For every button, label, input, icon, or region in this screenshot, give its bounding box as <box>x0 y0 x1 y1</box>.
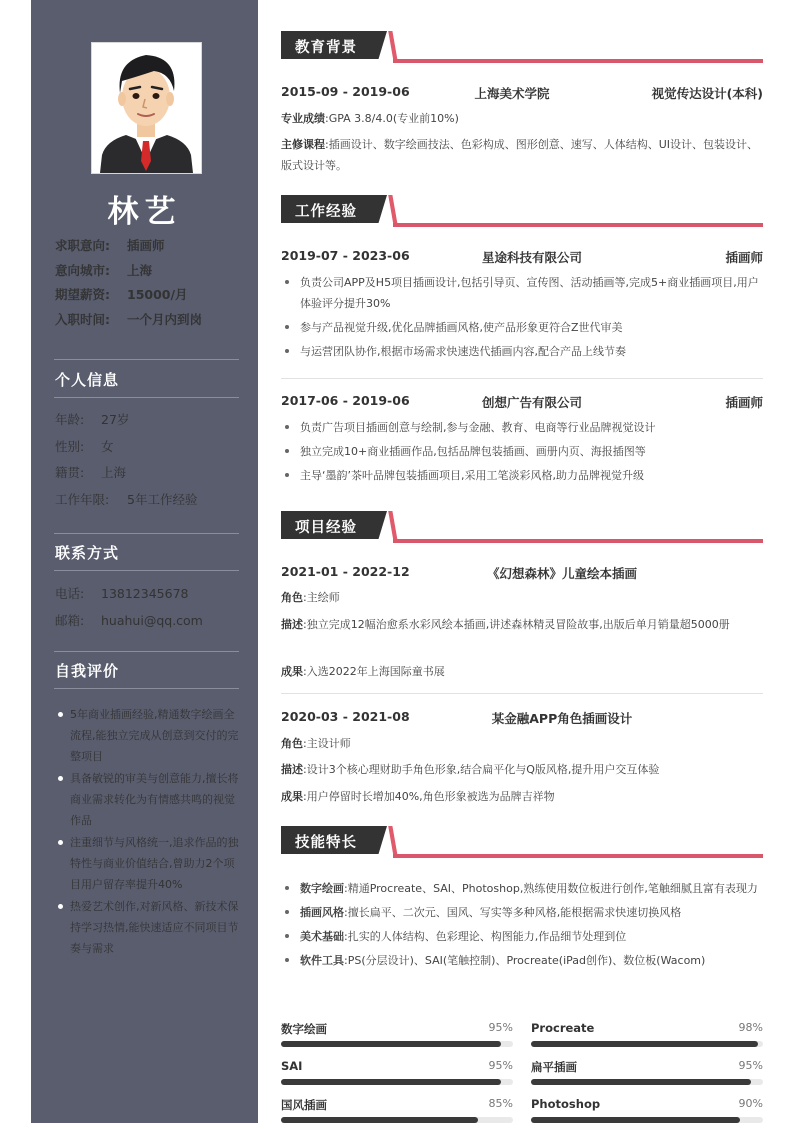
list-item: 具备敏锐的审美与创意能力,擅长将商业需求转化为有情感共鸣的视觉作品 <box>55 768 239 831</box>
skill-name: SAI <box>281 1059 303 1073</box>
skill-track <box>531 1079 763 1085</box>
result-text: :用户停留时长增加40%,角色形象被选为品牌吉祥物 <box>303 790 555 803</box>
info-value: 女 <box>101 438 114 454</box>
heading-bar <box>393 854 763 858</box>
skill-fill <box>531 1041 758 1047</box>
job-header <box>281 248 763 266</box>
list-item: 与运营团队协作,根据市场需求快速迭代插画内容,配合产品上线节奏 <box>281 341 763 362</box>
project-desc <box>281 759 763 780</box>
skill-percent: 95% <box>738 1059 763 1072</box>
skill-text: :PS(分层设计)、SAI(笔触控制)、Procreate(iPad创作)、数位板(Wacom) <box>344 954 706 967</box>
skill-bar <box>531 1095 763 1129</box>
divider <box>54 359 239 360</box>
list-item: 负责公司APP及H5项目插画设计,包括引导页、宣传图、活动插画等,完成5+商业插画项目,用户体验评分提升30% <box>281 272 763 314</box>
project-period: 2021-01 - 2022-12 <box>281 564 410 579</box>
project-name: 《幻想森林》儿童绘本插画 <box>486 566 637 581</box>
skill-name: 数字绘画 <box>281 1022 327 1036</box>
skill-fill <box>281 1041 501 1047</box>
skill-name: 国风插画 <box>281 1098 327 1112</box>
heading-bar <box>393 59 763 63</box>
project-header <box>281 564 763 582</box>
contact-label: 电话: <box>55 586 85 601</box>
skill-label: 软件工具 <box>300 954 344 967</box>
job-period: 2019-07 - 2023-06 <box>281 248 410 263</box>
intent-value: 15000/月 <box>127 287 188 302</box>
divider <box>54 688 239 689</box>
project-result <box>281 661 763 682</box>
grade-label: 专业成绩 <box>281 112 325 125</box>
divider <box>54 533 239 534</box>
skill-label: 美术基础 <box>300 930 344 943</box>
list-item: 参与产品视觉升级,优化品牌插画风格,使产品形象更符合Z世代审美 <box>281 317 763 338</box>
intent-row <box>55 310 202 335</box>
intent-value: 上海 <box>127 262 153 278</box>
divider <box>54 397 239 398</box>
skill-track <box>281 1079 513 1085</box>
info-value: 上海 <box>101 465 127 480</box>
list-item: 独立完成10+商业插画作品,包括品牌包装插画、画册内页、海报插图等 <box>281 441 763 462</box>
heading-text: 技能特长 <box>295 835 357 851</box>
skill-bar <box>281 1095 513 1129</box>
project-header <box>281 709 763 727</box>
result-label: 成果 <box>281 790 303 803</box>
contact-label: 邮箱: <box>55 612 85 628</box>
list-item: 主导‘墨韵’茶叶品牌包装插画项目,采用工笔淡彩风格,助力品牌视觉升级 <box>281 465 763 486</box>
skill-label: 插画风格 <box>300 906 344 919</box>
project-desc <box>281 614 763 635</box>
avatar-illustration <box>92 43 201 173</box>
self-eval-list <box>55 704 239 960</box>
info-row <box>55 437 197 464</box>
project-period: 2020-03 - 2021-08 <box>281 709 410 724</box>
desc-label: 描述 <box>281 618 303 631</box>
education-header <box>281 84 763 102</box>
skill-fill <box>281 1079 501 1085</box>
personal-info-heading: 个人信息 <box>55 371 120 389</box>
skill-percent: 85% <box>488 1097 513 1110</box>
job-period: 2017-06 - 2019-06 <box>281 393 410 408</box>
skill-bar <box>531 1057 763 1091</box>
job-points <box>281 272 763 365</box>
skill-text: :精通Procreate、SAI、Photoshop,熟练使用数位板进行创作,笔触细腻且富有表现力 <box>344 882 758 895</box>
skill-fill <box>531 1117 740 1123</box>
info-row <box>55 490 197 517</box>
skill-name: Photoshop <box>531 1097 601 1111</box>
project-name: 某金融APP角色插画设计 <box>491 711 633 726</box>
list-item: 注重细节与风格统一,追求作品的独特性与商业价值结合,曾助力2个项目用户留存率提升40% <box>55 832 239 895</box>
heading-bar <box>393 539 763 543</box>
divider <box>281 378 763 379</box>
role-text: :主绘师 <box>303 591 340 604</box>
desc-text: :独立完成12幅治愈系水彩风绘本插画,讲述森林精灵冒险故事,出版后单月销量超5000册 <box>303 618 730 631</box>
result-text: :入选2022年上海国际童书展 <box>303 665 445 678</box>
skill-track <box>281 1041 513 1047</box>
list-item <box>281 878 763 899</box>
intent-label: 求职意向: <box>55 238 110 253</box>
skill-percent: 90% <box>738 1097 763 1110</box>
courses-label: 主修课程 <box>281 138 325 151</box>
intent-value: 一个月内到岗 <box>127 311 203 327</box>
heading-text: 工作经验 <box>295 204 357 220</box>
skills-points <box>281 878 763 974</box>
job-points <box>281 417 763 489</box>
list-item: 热爱艺术创作,对新风格、新技术保持学习热情,能快速适应不同项目节奏与需求 <box>55 896 239 959</box>
divider <box>54 570 239 571</box>
phone-value[interactable]: 13812345678 <box>101 586 189 601</box>
skill-bar <box>281 1057 513 1091</box>
courses-text: :插画设计、数字绘画技法、色彩构成、图形创意、速写、人体结构、UI设计、包装设计、版式设计等。 <box>281 138 758 172</box>
skill-track <box>281 1117 513 1123</box>
contact-row <box>55 584 203 611</box>
job-role: 插画师 <box>725 250 763 265</box>
education-courses <box>281 134 763 176</box>
contact-row <box>55 611 203 638</box>
project-role <box>281 587 763 608</box>
skill-name: 扁平插画 <box>531 1060 577 1074</box>
info-value: 27岁 <box>101 412 130 427</box>
company-name: 创想广告有限公司 <box>481 395 582 410</box>
list-item <box>281 902 763 923</box>
info-label: 性别: <box>55 438 85 454</box>
personal-info <box>55 410 197 516</box>
divider <box>54 651 239 652</box>
job-intent <box>55 236 202 334</box>
intent-row <box>55 261 202 286</box>
skill-text: :擅长扁平、二次元、国风、写实等多种风格,能根据需求快速切换风格 <box>344 906 682 919</box>
list-item <box>281 926 763 947</box>
role-label: 角色 <box>281 591 303 604</box>
profile-photo <box>91 42 202 174</box>
education-period: 2015-09 - 2019-06 <box>281 84 410 99</box>
info-row <box>55 410 197 437</box>
heading-text: 教育背景 <box>295 40 357 56</box>
skill-percent: 95% <box>488 1021 513 1034</box>
self-eval-heading: 自我评价 <box>55 662 120 680</box>
skill-bar <box>281 1019 513 1053</box>
info-row <box>55 463 197 490</box>
skill-fill <box>281 1117 478 1123</box>
school-name: 上海美术学院 <box>474 86 550 101</box>
email-value[interactable]: huahui@qq.com <box>101 612 203 628</box>
desc-text: :设计3个核心理财助手角色形象,结合扁平化与Q版风格,提升用户交互体验 <box>303 763 660 776</box>
major-name: 视觉传达设计(本科) <box>651 86 763 101</box>
intent-row <box>55 285 202 310</box>
skill-bar <box>531 1019 763 1053</box>
intent-label: 期望薪资: <box>55 287 110 302</box>
info-label: 工作年限: <box>55 491 110 507</box>
job-role: 插画师 <box>725 395 763 410</box>
divider <box>281 693 763 694</box>
intent-label: 入职时间: <box>55 311 110 327</box>
desc-label: 描述 <box>281 763 303 776</box>
skill-track <box>531 1041 763 1047</box>
skills-heading <box>281 826 763 858</box>
role-label: 角色 <box>281 737 303 750</box>
education-grade <box>281 108 763 129</box>
info-label: 籍贯: <box>55 465 85 480</box>
role-text: :主设计师 <box>303 737 351 750</box>
skill-percent: 98% <box>738 1021 763 1034</box>
project-role <box>281 733 763 754</box>
skill-label: 数字绘画 <box>300 882 344 895</box>
intent-label: 意向城市: <box>55 262 110 278</box>
list-item: 5年商业插画经验,精通数字绘画全流程,能独立完成从创意到交付的完整项目 <box>55 704 239 767</box>
result-label: 成果 <box>281 665 303 678</box>
contact-heading: 联系方式 <box>55 544 120 562</box>
skill-track <box>531 1117 763 1123</box>
info-value: 5年工作经验 <box>127 491 198 507</box>
contact-info <box>55 584 203 637</box>
info-label: 年龄: <box>55 412 85 427</box>
heading-text: 项目经验 <box>295 520 357 536</box>
intent-row <box>55 236 202 261</box>
skill-text: :扎实的人体结构、色彩理论、构图能力,作品细节处理到位 <box>344 930 627 943</box>
skill-fill <box>531 1079 751 1085</box>
company-name: 星途科技有限公司 <box>481 250 582 265</box>
skill-percent: 95% <box>488 1059 513 1072</box>
grade-text: :GPA 3.8/4.0(专业前10%) <box>325 112 459 125</box>
work-heading <box>281 195 763 227</box>
education-heading <box>281 31 763 63</box>
skill-name: Procreate <box>531 1021 595 1035</box>
job-header <box>281 393 763 411</box>
list-item: 负责广告项目插画创意与绘制,参与金融、教育、电商等行业品牌视觉设计 <box>281 417 763 438</box>
candidate-name: 林艺 <box>107 194 182 230</box>
heading-bar <box>393 223 763 227</box>
project-result <box>281 786 763 807</box>
list-item <box>281 950 763 971</box>
projects-heading <box>281 511 763 543</box>
intent-value: 插画师 <box>127 238 165 253</box>
